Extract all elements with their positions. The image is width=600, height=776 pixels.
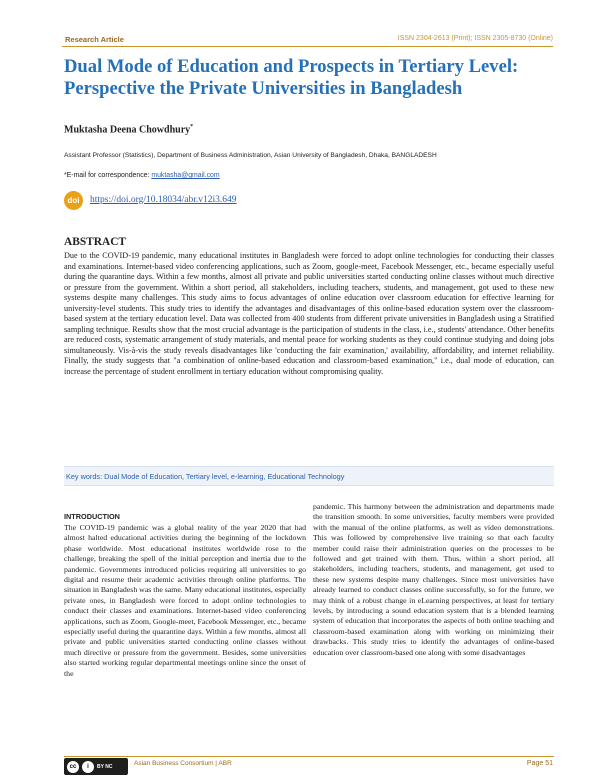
cc-icon: cc <box>67 761 79 773</box>
doi-icon: doi <box>64 191 83 210</box>
doi-link[interactable]: https://doi.org/10.18034/abr.v12i3.649 <box>90 195 237 205</box>
article-type-label: Research Article <box>65 35 124 44</box>
author-mark: * <box>190 124 194 130</box>
page-number: Page 51 <box>526 760 553 767</box>
attribution-icon: i <box>82 761 94 773</box>
introduction-heading: INTRODUCTION <box>64 512 120 521</box>
email-link[interactable]: muktasha@gmail.com <box>151 172 220 179</box>
abstract-heading: ABSTRACT <box>64 236 127 248</box>
paper-title: Dual Mode of Education and Prospects in Tertiary Level: Perspective the Private Universities in Bangladesh <box>64 56 519 99</box>
correspondence-email <box>64 172 220 179</box>
author-line <box>64 124 193 135</box>
issn-label: ISSN 2304-2613 (Print); ISSN 2305-8730 (Online) <box>397 35 553 42</box>
header-rule <box>62 46 553 47</box>
author-name: Muktasha Deena Chowdhury <box>64 124 191 136</box>
introduction-left-column: The COVID-19 pandemic was a global reality of the year 2020 that had almost halted educational activities during the beginning of the lockdown phase worldwide. Most educational institutes worldwide rose to the challenge, breaking the spell of the initial perception and inertia due to the pandemic. Governments introduced policies requiring all universities to go digital and resume their academic activities through online platforms. The situation in Bangladesh was the same. Many educational institutes, especially private ones, in Bangladesh were forced to adopt online technologies to conduct their classes and examinations. Internet-based video conferencing applications, such as Zoom, Google-meet, Facebook Messenger, etc., became especially useful during the quarantine days. Within a few months, almost all private and public universities started conducting online classes without much directive or pressure from the government. Besides, some universities also started working regular departmental meetings online since the onset of the <box>64 523 306 678</box>
publisher-label: Asian Business Consortium | ABR <box>134 760 232 767</box>
keywords-box: Key words: Dual Mode of Education, Tertiary level, e-learning, Educational Technology <box>64 466 554 486</box>
abstract-text: Due to the COVID-19 pandemic, many educational institutes in Bangladesh were forced to adopt online technologies for conducting their classes and examinations. Internet-based video conferencing applications, such as Zoom, google-meet, Facebook Messenger, etc., became especially useful during the quarantine days. Within a few months, almost all private and public universities started conducting online classes without much directive or pressure from the government. Within a short period, all stakeholders, including teachers, students, and management, got used to these new systems despite many challenges. This study aims to focus advantages of online education over classroom education for effective learning for university-level students. This study tries to identify the advantages and disadvantages of this online-based education system over the classroom-based system at the tertiary education level. Data was collected from 400 students from different private universities in Bangladesh using a Stratified sampling technique. Results show that the most crucial advantage is the participation of students in the class, i.e., students' attendance. Other benefits are reduced costs, systematic arrangement of study materials, and mental peace for working students as they could continue studying and doing jobs simultaneously. Vis-à-vis the study reveals disadvantages like 'conducting the fair examination,' availability, affordability, and internet reliability. Finally, the study suggests that "a combination of online-based education and classroom-based examination," i.e., dual mode of education, can increase the percentage of student enrollment in tertiary education without compromising quality. <box>64 251 554 376</box>
footer-rule <box>64 756 554 757</box>
author-affiliation: Assistant Professor (Statistics), Department of Business Administration, Asian University of Bangladesh, Dhaka, BANGLADESH <box>64 152 437 159</box>
license-label: BY NC <box>97 763 113 770</box>
creative-commons-badge[interactable] <box>64 758 128 775</box>
email-label: *E-mail for correspondence: <box>64 172 152 179</box>
introduction-right-column: pandemic. This harmony between the administration and departments made the transition smooth. In some universities, faculty members were provided with the manual of the online platforms, as well as video demonstrations. This was followed by comprehensive live training so that each faculty member could raise their administration queries on the processes to be followed and get trained with them. Thus, within a short period, all stakeholders, including teachers, students, and management, get used to these new systems despite many challenges. Since most universities have already learned to conduct classes online successfully, so for the future, we may think of a robust change in eLearning perspectives, at least for tertiary levels, by introducing a sound education system that is a blended learning system of education that incorporates the aspects of both online teaching and classroom-based examination along with working on minimizing their drawbacks. This study tries to identify the advantages of online-based education over classroom-based one along with some disadvantages <box>313 502 554 657</box>
